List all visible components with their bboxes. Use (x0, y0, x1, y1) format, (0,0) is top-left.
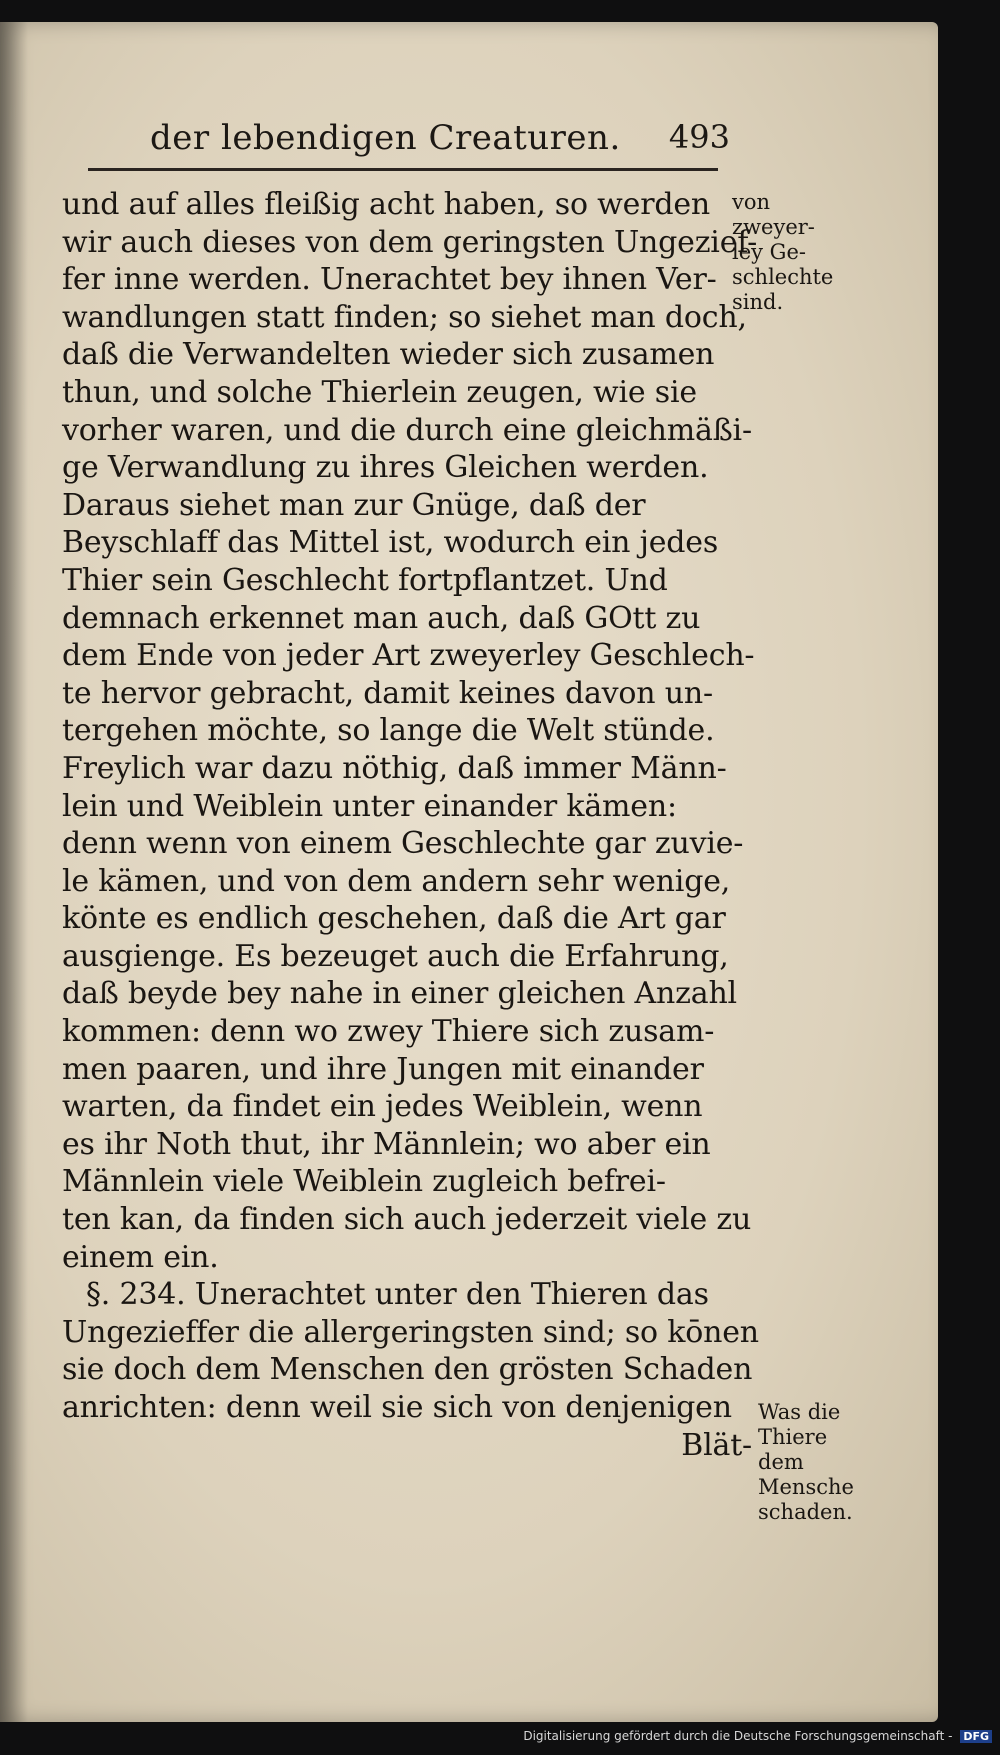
text-line: vorher waren, und die durch eine gleichmäßi- (62, 412, 752, 448)
text-line: demnach erkennet man auch, daß GOtt zu (62, 600, 701, 636)
text-line: men paaren, und ihre Jungen mit einander (62, 1051, 704, 1087)
text-line: dem Ende von jeder Art zweyerley Geschlech- (62, 638, 755, 674)
text-line: Ungezieffer die allergeringsten sind; so kōnen (62, 1314, 759, 1350)
page-number: 493 (668, 118, 730, 156)
text-line: daß die Verwandelten wieder sich zusamen (62, 337, 715, 373)
margin-note-line: zweyer- (732, 215, 815, 239)
text-line: daß beyde bey nahe in einer gleichen Anzahl (62, 976, 737, 1012)
text-line: Beyschlaff das Mittel ist, wodurch ein jedes (62, 525, 719, 561)
footer-credit: Digitalisierung gefördert durch die Deutsche Forschungsgemeinschaft - (523, 1729, 953, 1743)
text-line: wir auch dieses von dem geringsten Ungezief- (62, 224, 758, 260)
margin-note-sexes (732, 190, 833, 315)
text-line: lein und Weiblein unter einander kämen: (62, 788, 677, 824)
text-line: Blät- (681, 1427, 752, 1463)
margin-note-line: schlechte (732, 265, 834, 289)
text-line: ausgienge. Es bezeuget auch die Erfahrung, (62, 938, 729, 974)
text-line: Männlein viele Weiblein zugleich befrei- (62, 1164, 666, 1200)
text-line: te hervor gebracht, damit keines davon un- (62, 675, 713, 711)
text-line: anrichten: denn weil sie sich von denjenigen (62, 1390, 732, 1425)
text-line: ten kan, da finden sich auch jederzeit viele zu (62, 1202, 752, 1238)
text-line: sie doch dem Menschen den grösten Schaden (62, 1352, 753, 1388)
margin-note-line: sind. (732, 290, 784, 314)
margin-note-line: Was die (758, 1400, 841, 1424)
margin-note-harm (758, 1400, 854, 1525)
text-line: und auf alles fleißig acht haben, so werden (62, 187, 711, 222)
margin-note-line: von (732, 190, 771, 214)
running-header (150, 118, 740, 168)
text-line: fer inne werden. Unerachtet bey ihnen Ver- (62, 262, 717, 298)
text-line: kommen: denn wo zwey Thiere sich zusam- (62, 1014, 715, 1050)
margin-note-line: ley Ge- (732, 240, 806, 264)
margin-note-line: dem (758, 1450, 804, 1474)
text-line: §. 234. Unerachtet unter den Thieren das (86, 1277, 709, 1313)
text-line: es ihr Noth thut, ihr Männlein; wo aber ein (62, 1126, 711, 1162)
text-line: warten, da findet ein jedes Weiblein, wenn (62, 1089, 703, 1125)
spine-shadow (0, 22, 28, 1722)
text-line: Daraus siehet man zur Gnüge, daß der (62, 487, 646, 523)
text-line: thun, und solche Thierlein zeugen, wie sie (62, 374, 697, 410)
margin-note-line: schaden. (758, 1500, 853, 1524)
text-line: Freylich war dazu nöthig, daß immer Männ- (62, 750, 727, 786)
text-line: einem ein. (62, 1239, 219, 1275)
digitization-footer (0, 1729, 1000, 1753)
body-text (62, 186, 759, 1464)
margin-note-line: Thiere (758, 1425, 828, 1449)
text-line: le kämen, und von dem andern sehr wenige, (62, 863, 731, 899)
margin-note-line: Mensche (758, 1475, 854, 1499)
dfg-logo: DFG (960, 1730, 992, 1743)
text-line: tergehen möchte, so lange die Welt stünde. (62, 713, 715, 749)
text-line: denn wenn von einem Geschlechte gar zuvie- (62, 826, 744, 862)
header-rule (88, 168, 718, 171)
running-title: der lebendigen Creaturen. (150, 118, 621, 158)
text-line: könte es endlich geschehen, daß die Art gar (62, 901, 726, 937)
text-line: wandlungen statt finden; so siehet man doch, (62, 299, 747, 335)
text-line: Thier sein Geschlecht fortpflantzet. Und (62, 562, 668, 598)
text-line: ge Verwandlung zu ihres Gleichen werden. (62, 450, 709, 486)
